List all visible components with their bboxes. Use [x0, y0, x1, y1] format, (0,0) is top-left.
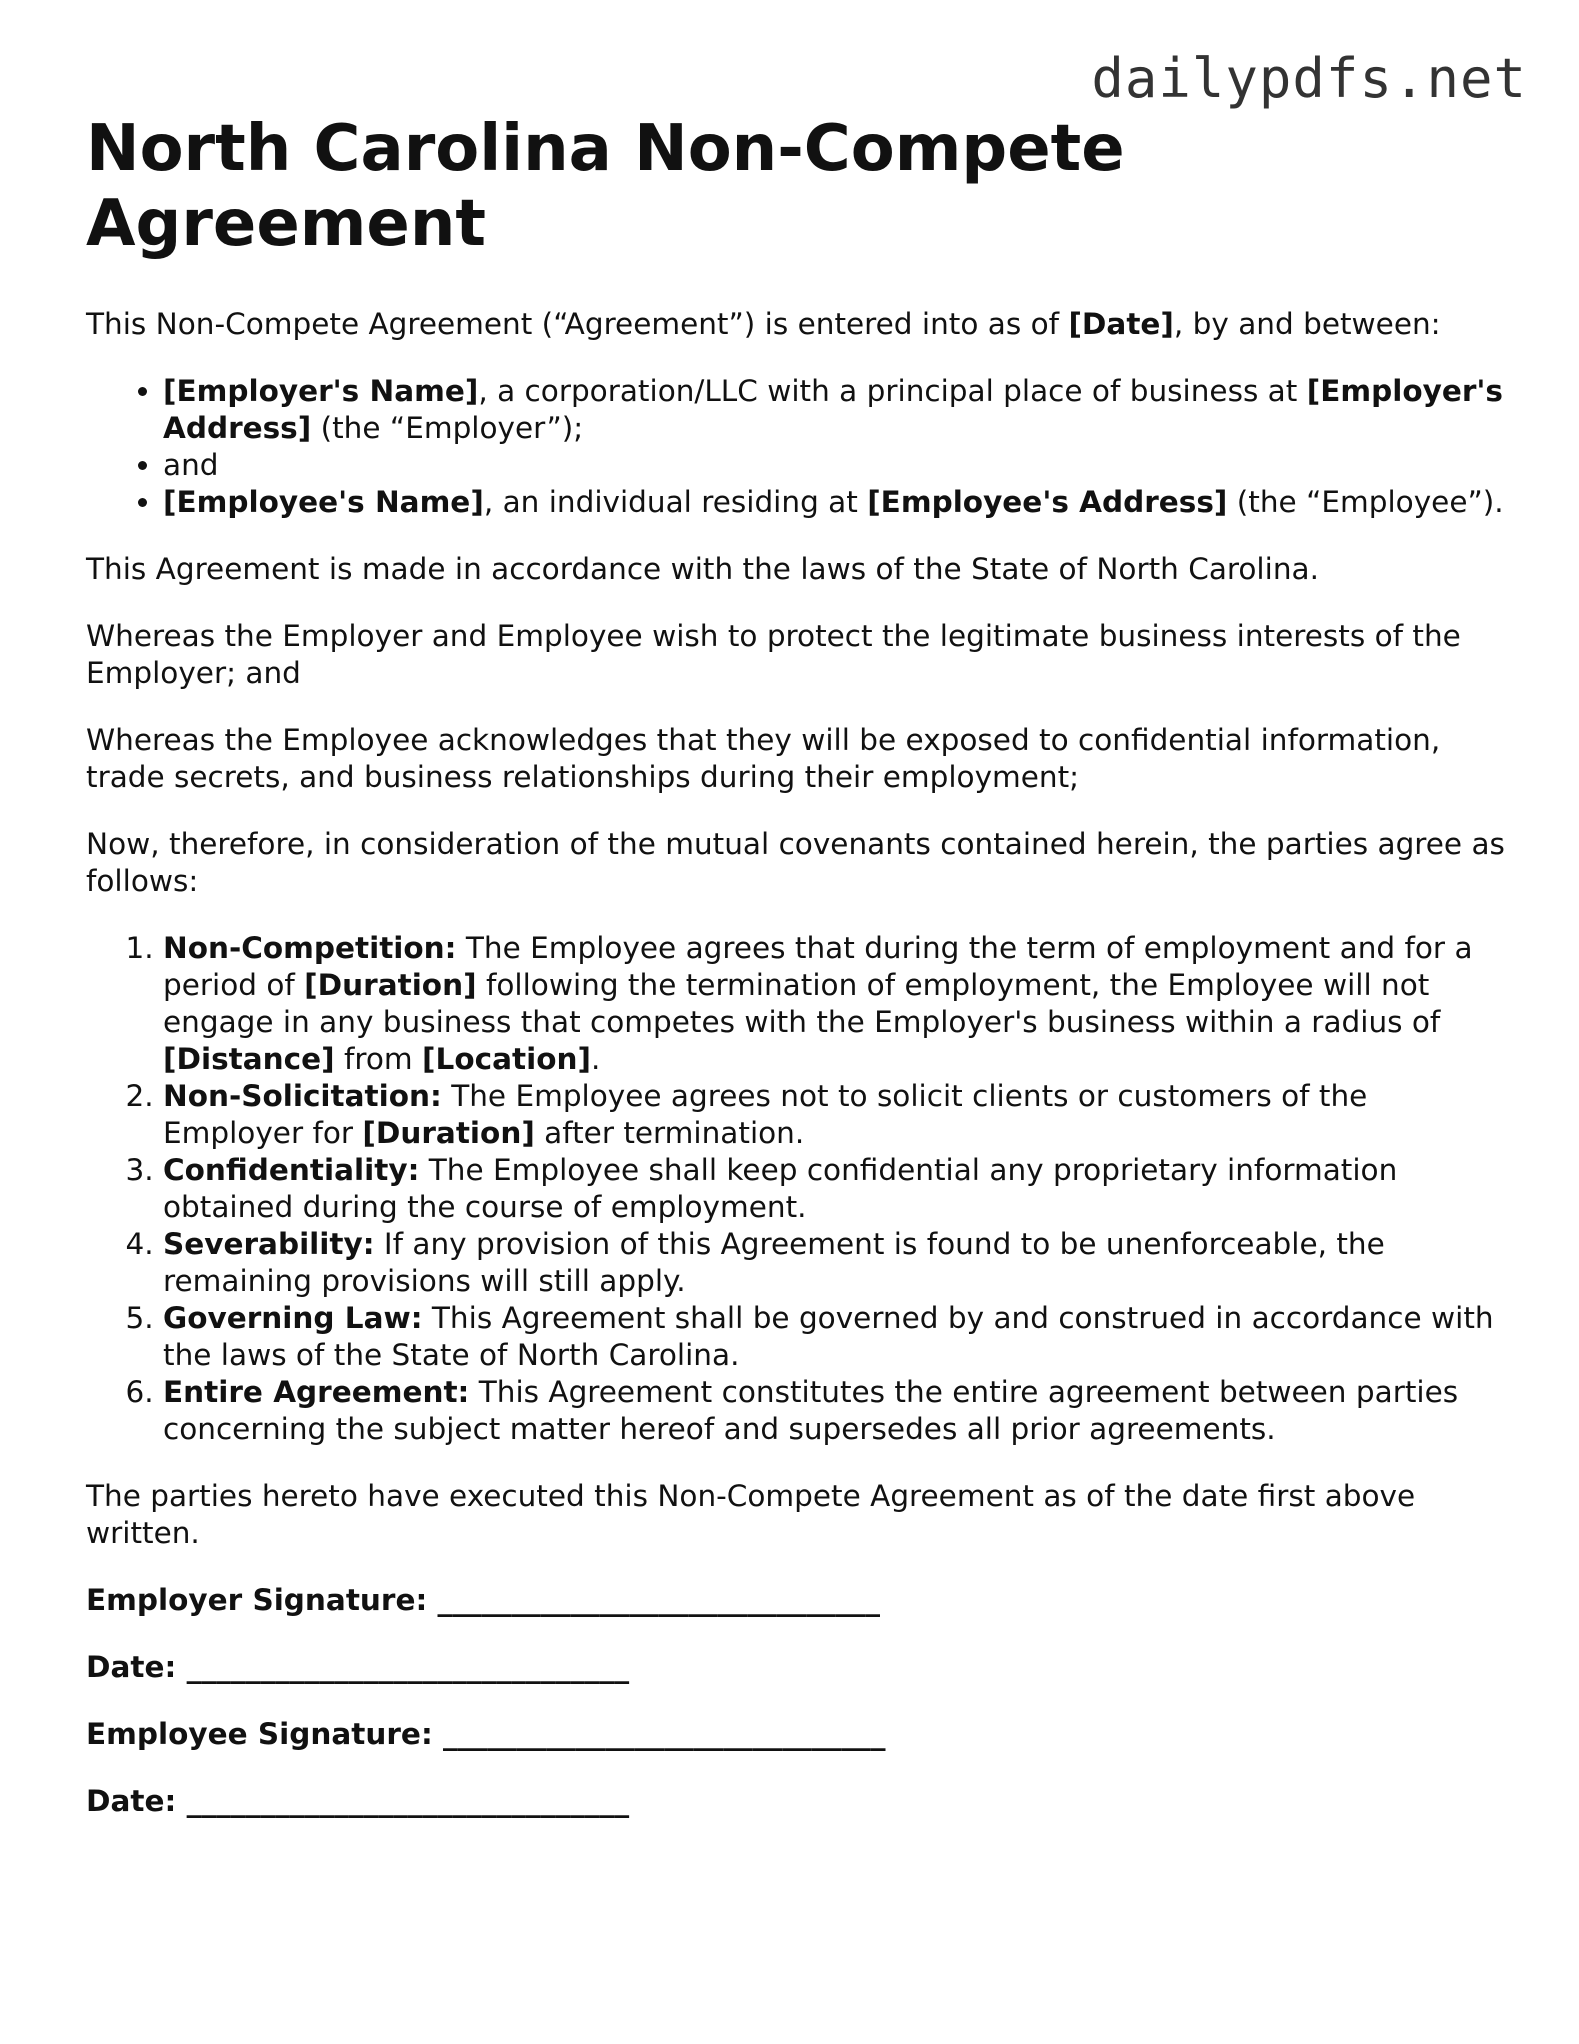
clause-text: The Employee shall keep confidential any proprietary information obtained during the course of employment.	[163, 1153, 1398, 1224]
clause-title: Severability:	[163, 1227, 375, 1261]
employee-text-end: (the “Employee”).	[1227, 485, 1504, 519]
distance-placeholder: [Distance]	[163, 1042, 335, 1076]
clause-confidentiality	[163, 1152, 1506, 1226]
clause-text: If any provision of this Agreement is found to be unenforceable, the remaining provisions will still apply.	[163, 1227, 1385, 1298]
employer-signature-line[interactable]: Employer Signature: ______________________________	[86, 1583, 881, 1617]
watermark: dailypdfs.net	[1091, 47, 1527, 110]
intro-text-end: , by and between:	[1173, 307, 1441, 341]
clause-entire-agreement	[163, 1374, 1506, 1448]
clauses-list	[86, 930, 1506, 1448]
employee-date-line[interactable]: Date: ______________________________	[86, 1784, 630, 1818]
employer-text-end: (the “Employer”);	[311, 411, 584, 445]
party-employer	[163, 373, 1506, 447]
employee-text-mid: , an individual residing at	[483, 485, 868, 519]
party-and: • and	[163, 447, 1506, 484]
duration-placeholder: [Duration]	[304, 968, 477, 1002]
employee-address-placeholder: [Employee's Address]	[867, 485, 1228, 519]
clause-text: from	[334, 1042, 423, 1076]
location-placeholder: [Location]	[422, 1042, 591, 1076]
employee-signature-line[interactable]: Employee Signature: ______________________________	[86, 1717, 886, 1751]
clause-text: .	[590, 1042, 601, 1076]
clause-title: Non-Competition:	[163, 931, 457, 965]
clause-title: Entire Agreement:	[163, 1375, 470, 1409]
clause-title: Governing Law:	[163, 1301, 423, 1335]
clause-governing-law	[163, 1300, 1506, 1374]
employee-name-placeholder: [Employee's Name]	[163, 485, 484, 519]
whereas-paragraph-1: Whereas the Employer and Employee wish to protect the legitimate business interests of the Employer; and	[86, 619, 1461, 690]
closing-paragraph: The parties hereto have executed this Non-Compete Agreement as of the date first above written.	[86, 1479, 1416, 1550]
document-page	[86, 112, 1506, 1850]
law-paragraph: This Agreement is made in accordance with the laws of the State of North Carolina.	[86, 552, 1319, 586]
clause-text: following the termination of employment, the Employee will not engage in any business that competes with the Employer's business within a radius of	[163, 968, 1441, 1039]
clause-text: This Agreement shall be governed by and construed in accordance with the laws of the State of North Carolina.	[163, 1301, 1494, 1372]
employer-name-placeholder: [Employer's Name]	[163, 374, 479, 408]
clause-text: The Employee agrees that during the term of employment and for a period of	[163, 931, 1473, 1002]
duration-placeholder: [Duration]	[362, 1116, 535, 1150]
now-therefore-paragraph: Now, therefore, in consideration of the mutual covenants contained herein, the parties agree as follows:	[86, 827, 1505, 898]
clause-text: The Employee agrees not to solicit clients or customers of the Employer for	[163, 1079, 1368, 1150]
party-employee	[163, 484, 1506, 521]
intro-text-start: This Non-Compete Agreement (“Agreement”) is entered into as of	[86, 307, 1069, 341]
employer-date-line[interactable]: Date: ______________________________	[86, 1650, 630, 1684]
clause-text: after termination.	[534, 1116, 805, 1150]
parties-list	[86, 373, 1506, 521]
clause-text: This Agreement constitutes the entire agreement between parties concerning the subject matter hereof and supersedes all prior agreements.	[163, 1375, 1459, 1446]
clause-title: Non-Solicitation:	[163, 1079, 442, 1113]
employer-text-mid: , a corporation/LLC with a principal place of business at	[478, 374, 1307, 408]
clause-non-solicitation	[163, 1078, 1506, 1152]
page-title: North Carolina Non-Compete Agreement	[86, 112, 1125, 261]
employer-address-placeholder: [Employer's Address]	[163, 374, 1503, 445]
clause-non-competition	[163, 930, 1506, 1078]
clause-severability	[163, 1226, 1506, 1300]
intro-paragraph	[86, 306, 1506, 343]
clause-title: Confidentiality:	[163, 1153, 420, 1187]
whereas-paragraph-2: Whereas the Employee acknowledges that they will be exposed to confidential information, trade secrets, and business relationships during their employment;	[86, 723, 1441, 794]
date-placeholder: [Date]	[1068, 307, 1174, 341]
